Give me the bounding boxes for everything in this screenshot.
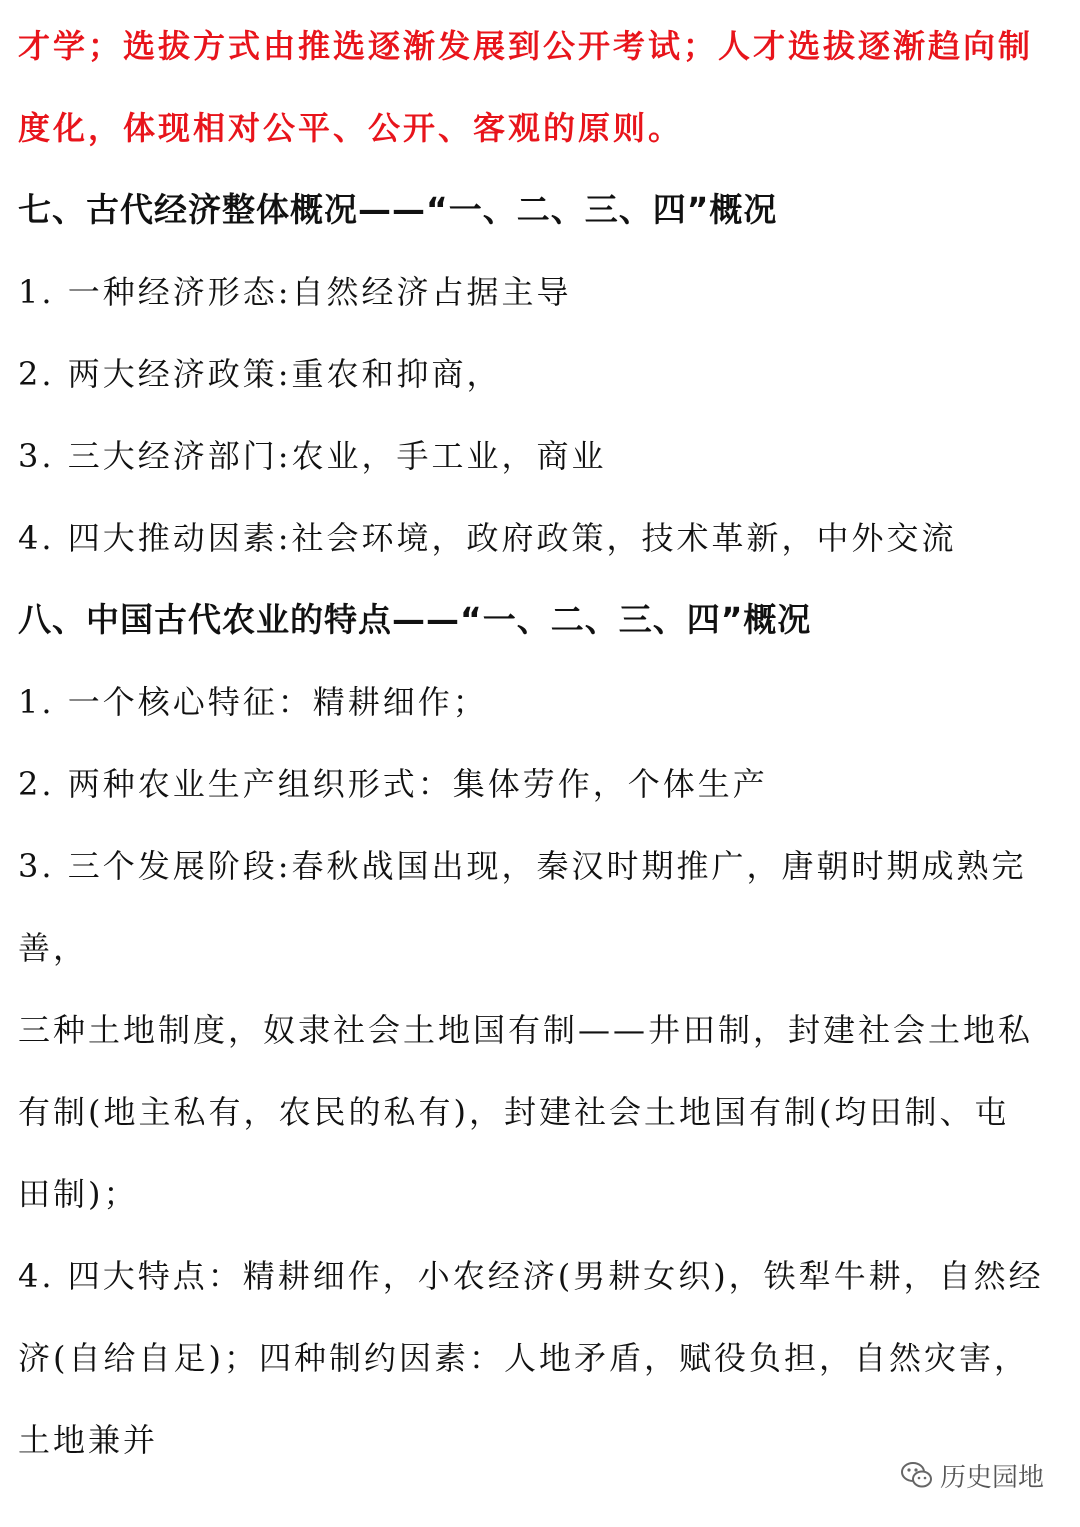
text-line: 三种土地制度，奴隶社会土地国有制——井田制，封建社会土地私: [18, 1011, 1034, 1049]
watermark-text: 历史园地: [940, 1462, 1045, 1493]
red-text-line-1: 才学；选拔方式由推选逐渐发展到公开考试；人才选拔逐渐趋向制: [18, 27, 1034, 65]
wechat-icon: [900, 1460, 934, 1490]
text-line: 4. 四大推动因素:社会环境，政府政策，技术革新，中外交流: [18, 519, 957, 557]
text-line: 1. 一种经济形态:自然经济占据主导: [18, 273, 572, 311]
text-line: 2. 两种农业生产组织形式：集体劳作，个体生产: [18, 765, 768, 803]
text-line: 济(自给自足)；四种制约因素：人地矛盾，赋役负担，自然灾害，: [18, 1339, 1029, 1377]
text-line: 3. 三大经济部门:农业，手工业，商业: [18, 437, 607, 475]
section-heading-7: 七、古代经济整体概况——“一、二、三、四”概况: [18, 190, 778, 229]
watermark: [900, 1455, 1044, 1495]
text-line: 4. 四大特点：精耕细作，小农经济(男耕女织)，铁犁牛耕，自然经: [18, 1257, 1044, 1295]
text-line: 有制(地主私有，农民的私有)，封建社会土地国有制(均田制、屯: [18, 1093, 1010, 1131]
section-heading-8: 八、中国古代农业的特点——“一、二、三、四”概况: [18, 600, 812, 639]
text-line: 田制)；: [18, 1175, 139, 1213]
text-line: 土地兼并: [18, 1421, 159, 1459]
text-line: 2. 两大经济政策:重农和抑商，: [18, 355, 502, 393]
text-line: 善，: [18, 929, 89, 967]
text-line: 3. 三个发展阶段:春秋战国出现，秦汉时期推广，唐朝时期成熟完: [18, 847, 1027, 885]
text-line: 1. 一个核心特征：精耕细作；: [18, 683, 488, 721]
red-text-line-2: 度化，体现相对公平、公开、客观的原则。: [18, 109, 684, 147]
